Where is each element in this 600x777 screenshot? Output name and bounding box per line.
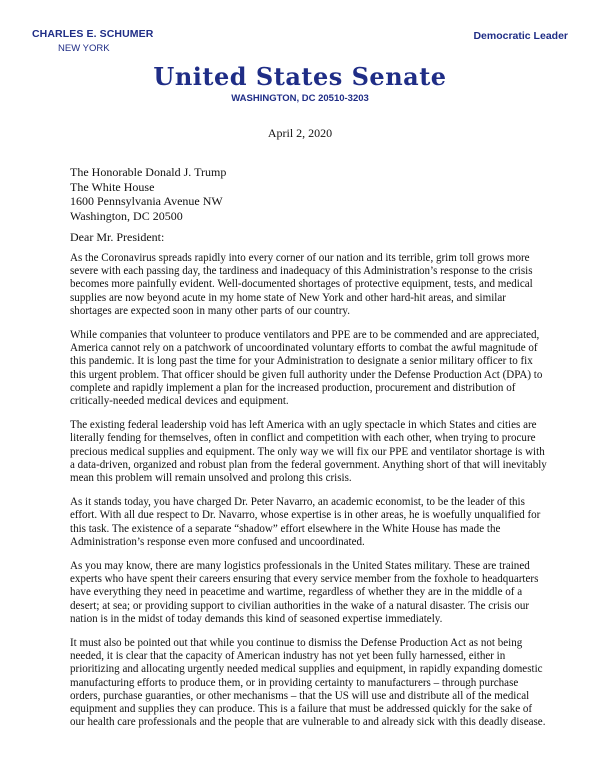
body-paragraph: As you may know, there are many logistics professionals in the United States military. These are trained experts who have spent their careers ensuring that every service member from the foxhole to headquarters have everything they need in peacetime and wartime, regardless of whether they are in the middle of a desert; at sea; or providing support to civilian authorities in the wake of a natural disaster. The crisis our nation is in the midst of today demands this kind of seasoned expertise immediately.	[70, 560, 539, 625]
body-paragraph: It must also be pointed out that while you continue to dismiss the Defense Production Act as not being needed, it is clear that the capacity of American industry has not yet been fully harnessed, either in prioritizing and allocating urgently needed medical supplies and equipment, in rapidly expanding domestic manufacturing efforts to produce them, or in providing certainty to manufacturers – through purchase orders, purchase guaranties, or other mechanisms – that the US will use and distribute all of the medical equipment and supplies they can produce. This is a failure that must be addressed quickly for the sake of our health care professionals and the people that are vulnerable to and already sick with this deadly disease.	[70, 637, 546, 729]
addressee-line: The Honorable Donald J. Trump	[70, 165, 227, 179]
letter-body	[70, 252, 548, 741]
addressee-line: Washington, DC 20500	[70, 208, 183, 223]
sender-block	[32, 28, 153, 54]
institution-address: WASHINGTON, DC 20510-3203	[231, 93, 369, 104]
letter-date: April 2, 2020	[267, 126, 333, 140]
body-paragraph: As the Coronavirus spreads rapidly into every corner of our nation and its terrible, grim toll grows more severe with each passing day, the tardiness and inadequacy of this Administration’s response to the crisis becomes more painfully evident. Well-documented shortages of protective equipment, tests, and medical supplies are now beyond acute in my home state of New York and other hard-hit areas, and similar shortages are expected soon in many other parts of our country.	[70, 252, 533, 317]
institution-title: United States Senate	[153, 62, 447, 91]
addressee-block	[70, 165, 226, 223]
sender-name: CHARLES E. SCHUMER	[32, 28, 154, 40]
body-paragraph: The existing federal leadership void has left America with an ugly spectacle in which States and cities are literally fending for themselves, often in conflict and competition with each other, when trying to procure precious medical supplies and equipment. The only way we will fix our PPE and ventilator shortage is with a data-driven, organized and robust plan from the federal government. Anything short of that will inevitably mean this problem will remain unsolved and prolong this crisis.	[70, 419, 547, 485]
body-paragraph: While companies that volunteer to produce ventilators and PPE are to be commended and are appreciated, America cannot rely on a patchwork of uncoordinated voluntary efforts to combat the awful magnitude of this pandemic. It is long past the time for your Administration to designate a senior military officer to fix this urgent problem. That officer should be given full authority under the Defense Production Act (DPA) to complete and rapidly implement a plan for the increased production, procurement and distribution of critically-needed medical devices and equipment.	[70, 329, 543, 408]
addressee-line: The White House	[70, 179, 155, 194]
sender-role: Democratic Leader	[473, 30, 568, 42]
addressee-line: 1600 Pennsylvania Avenue NW	[70, 194, 223, 208]
body-paragraph: As it stands today, you have charged Dr. Peter Navarro, an academic economist, to be the leader of this effort. With all due respect to Dr. Navarro, whose expertise is in other areas, he is woefully unqualified for this task. The existence of a separate “shadow” effort elsewhere in the White House has made the Administration’s response even more confused and uncoordinated.	[70, 496, 541, 548]
salutation: Dear Mr. President:	[70, 230, 165, 244]
sender-state: NEW YORK	[58, 43, 110, 54]
letterhead	[0, 63, 600, 104]
